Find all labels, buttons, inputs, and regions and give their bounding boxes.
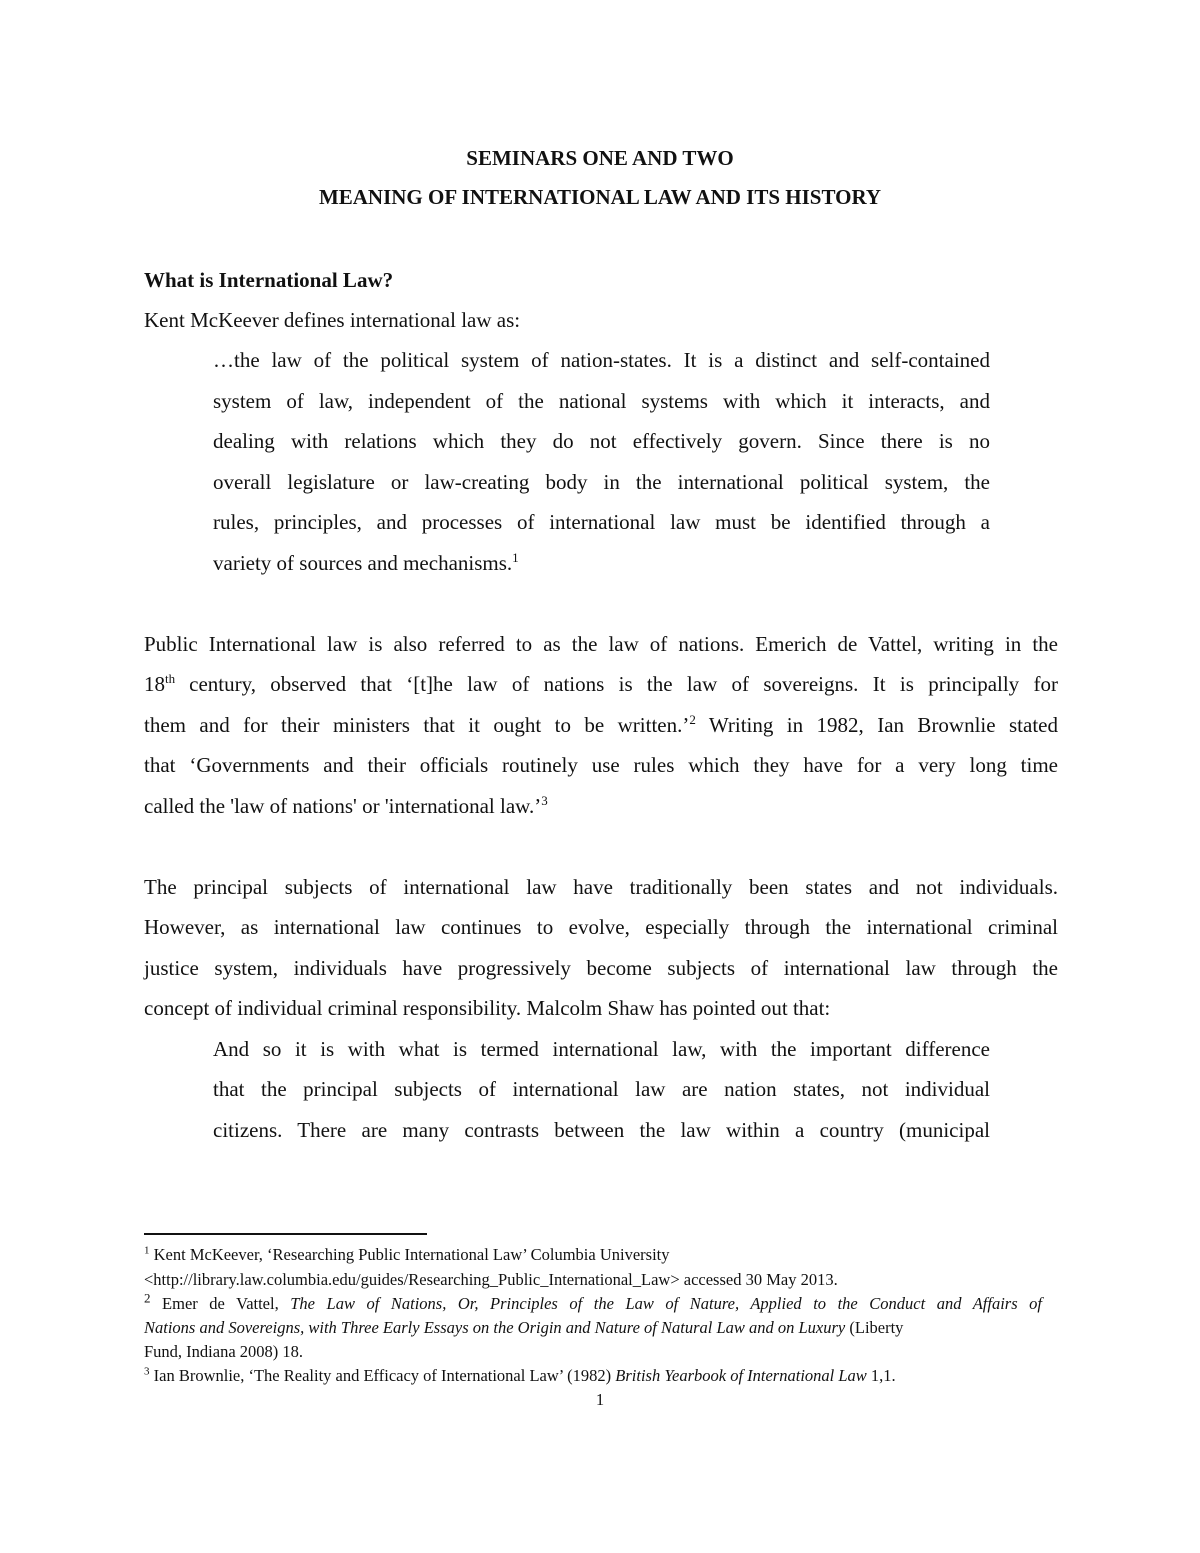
footnote-2-cont	[144, 1318, 903, 1338]
paragraph-3-line: The principal subjects of international law have traditionally been states and not individuals.	[144, 875, 1058, 899]
quote-2-line: And so it is with what is termed international law, with the important difference	[213, 1037, 990, 1061]
footnote-ref-1[interactable]: 1	[512, 550, 519, 565]
footnote-3-text-end: 1,1.	[866, 1366, 896, 1385]
footnote-3	[144, 1366, 896, 1386]
paragraph-2-text: them and for their ministers that it ought to be written.’	[144, 713, 690, 737]
footnote-3-number: 3	[144, 1365, 150, 1378]
paragraph-2-text: century, observed that ‘[t]he law of nations is the law of sovereigns. It is principally for	[189, 672, 1058, 696]
footnote-2-text: Emer de Vattel,	[150, 1294, 291, 1313]
paragraph-2-line	[144, 672, 1058, 697]
paragraph-2-text: called the 'law of nations' or 'international law.’	[144, 794, 542, 818]
footnote-1	[144, 1245, 670, 1265]
quote-2-line: citizens. There are many contrasts between the law within a country (municipal	[213, 1118, 990, 1142]
footnote-2-book-title-cont: Nations and Sovereigns, with Three Early Essays on the Origin and Nature of Natural Law and on Luxury	[144, 1318, 846, 1337]
quote-1-line: dealing with relations which they do not effectively govern. Since there is no	[213, 429, 990, 453]
quote-1-line: system of law, independent of the national systems with which it interacts, and	[213, 389, 990, 413]
paragraph-2-line: Public International law is also referred to as the law of nations. Emerich de Vattel, writing in the	[144, 632, 1058, 656]
quote-2-line: that the principal subjects of international law are nation states, not individual	[213, 1077, 990, 1101]
paragraph-2-line	[144, 713, 1058, 738]
paragraph-3-line: concept of individual criminal responsibility. Malcolm Shaw has pointed out that:	[144, 996, 831, 1020]
footnote-2-text: (Liberty	[845, 1318, 904, 1337]
quote-1-text: variety of sources and mechanisms.	[213, 551, 513, 575]
quote-1-line: rules, principles, and processes of international law must be identified through a	[213, 510, 990, 534]
paragraph-2-line: that ‘Governments and their officials routinely use rules which they have for a very long time	[144, 753, 1058, 777]
footnote-3-journal: British Yearbook of International Law	[615, 1366, 867, 1385]
ordinal-suffix: th	[165, 671, 176, 686]
page-subtitle: MEANING OF INTERNATIONAL LAW AND ITS HISTORY	[318, 185, 882, 209]
footnote-divider	[144, 1233, 427, 1235]
footnote-2-number: 2	[144, 1290, 151, 1306]
page-number: 1	[595, 1390, 605, 1409]
intro-line: Kent McKeever defines international law as:	[144, 308, 521, 332]
quote-1-line: overall legislature or law-creating body in the international political system, the	[213, 470, 990, 494]
quote-1-line: …the law of the political system of nation-states. It is a distinct and self-contained	[213, 348, 990, 372]
century-number: 18	[144, 672, 165, 696]
footnote-ref-3[interactable]: 3	[541, 793, 548, 808]
footnote-ref-2[interactable]: 2	[689, 712, 696, 727]
section-heading: What is International Law?	[144, 268, 394, 292]
footnote-1-url[interactable]: <http://library.law.columbia.edu/guides/Researching_Public_International_Law> accessed 30 May 2013.	[144, 1270, 838, 1289]
footnote-2	[144, 1290, 1042, 1314]
footnote-2-book-title: The Law of Nations, Or, Principles of the Law of Nature, Applied to the Conduct and Affairs of	[290, 1294, 1042, 1313]
paragraph-2-last-line	[144, 794, 548, 819]
page-title: SEMINARS ONE AND TWO	[466, 146, 734, 170]
footnote-2-end: Fund, Indiana 2008) 18.	[144, 1342, 304, 1361]
footnote-3-text: Ian Brownlie, ‘The Reality and Efficacy of International Law’ (1982)	[149, 1366, 616, 1385]
paragraph-3-line: justice system, individuals have progressively become subjects of international law through the	[144, 956, 1058, 980]
footnote-1-number: 1	[144, 1244, 150, 1257]
paragraph-3-line: However, as international law continues to evolve, especially through the international criminal	[144, 915, 1058, 939]
footnote-1-text: Kent McKeever, ‘Researching Public International Law’ Columbia University	[149, 1245, 670, 1264]
quote-1-last-line	[213, 551, 519, 576]
paragraph-2-text: Writing in 1982, Ian Brownlie stated	[695, 713, 1058, 737]
